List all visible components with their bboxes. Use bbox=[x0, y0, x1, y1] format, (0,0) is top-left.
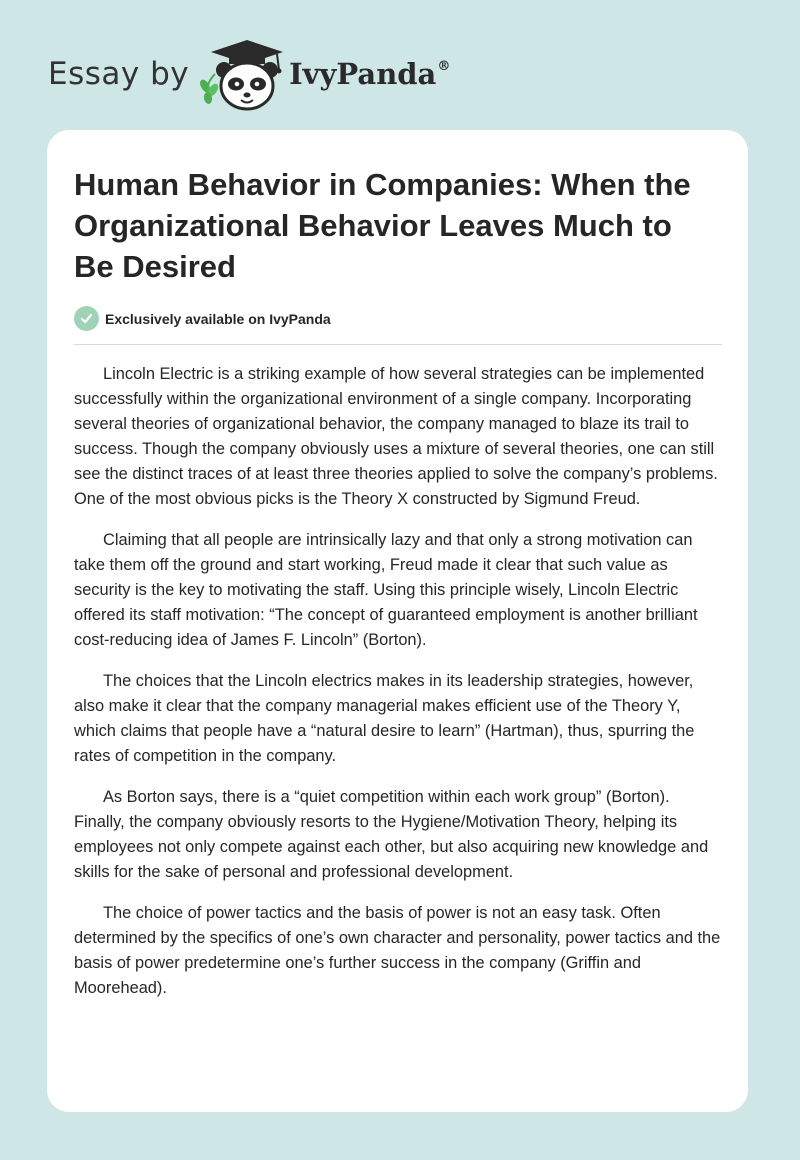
essay-by-label: Essay by bbox=[48, 56, 190, 92]
paragraph-5: The choice of power tactics and the basis of power is not an easy task. Often determined by the specifics of one’s own character and personality, power tactics and the basis of power predetermine one’s further success in the company (Griffin and Moorehead). bbox=[74, 904, 721, 997]
paragraph-4: As Borton says, there is a “quiet competition within each work group” (Borton). Finally, the company obviously resorts to the Hygiene/Motivation Theory, helping its employees not only compete against each other, but also acquiring new knowledge and skills for the sake of personal and professional development. bbox=[74, 788, 709, 881]
exclusive-badge bbox=[74, 306, 331, 331]
check-icon bbox=[74, 306, 99, 331]
paragraph-3: The choices that the Lincoln electrics makes in its leadership strategies, however, also make it clear that the company managerial makes efficient use of the Theory Y, which claims that people have a “natural desire to learn” (Hartman), thus, spurring the rates of competition in the company. bbox=[74, 672, 695, 765]
leaf-icon bbox=[198, 74, 220, 105]
essay-card bbox=[47, 130, 748, 1112]
brand-name[interactable]: IvyPanda® bbox=[289, 57, 451, 91]
divider bbox=[74, 344, 722, 345]
registered-mark: ® bbox=[437, 59, 451, 74]
site-header bbox=[48, 34, 508, 114]
exclusive-badge-label: Exclusively available on IvyPanda bbox=[105, 310, 331, 327]
page-title: Human Behavior in Companies: When the Organizational Behavior Leaves Much to Be Desired bbox=[74, 167, 691, 284]
paragraph-1: Lincoln Electric is a striking example of how several strategies can be implemented successfully within the organizational environment of a single company. Incorporating several theories of organizational behavior, the company managed to blaze its trail to success. Though the company obviously uses a mixture of several theories, one can still see the distinct traces of at least three theories applied to solve the company’s problems. One of the most obvious picks is the Theory X constructed by Sigmund Freud. bbox=[74, 365, 718, 508]
paragraph-2: Claiming that all people are intrinsically lazy and that only a strong motivation can take them off the ground and start working, Freud made it clear that such value as security is the key to motivating the staff. Using this principle wisely, Lincoln Electric offered its staff motivation: “The concept of guaranteed employment is another brilliant cost-reducing idea of James F. Lincoln” (Borton). bbox=[74, 531, 698, 649]
panda-graduate-icon[interactable] bbox=[197, 34, 287, 114]
essay-body bbox=[74, 362, 724, 1017]
